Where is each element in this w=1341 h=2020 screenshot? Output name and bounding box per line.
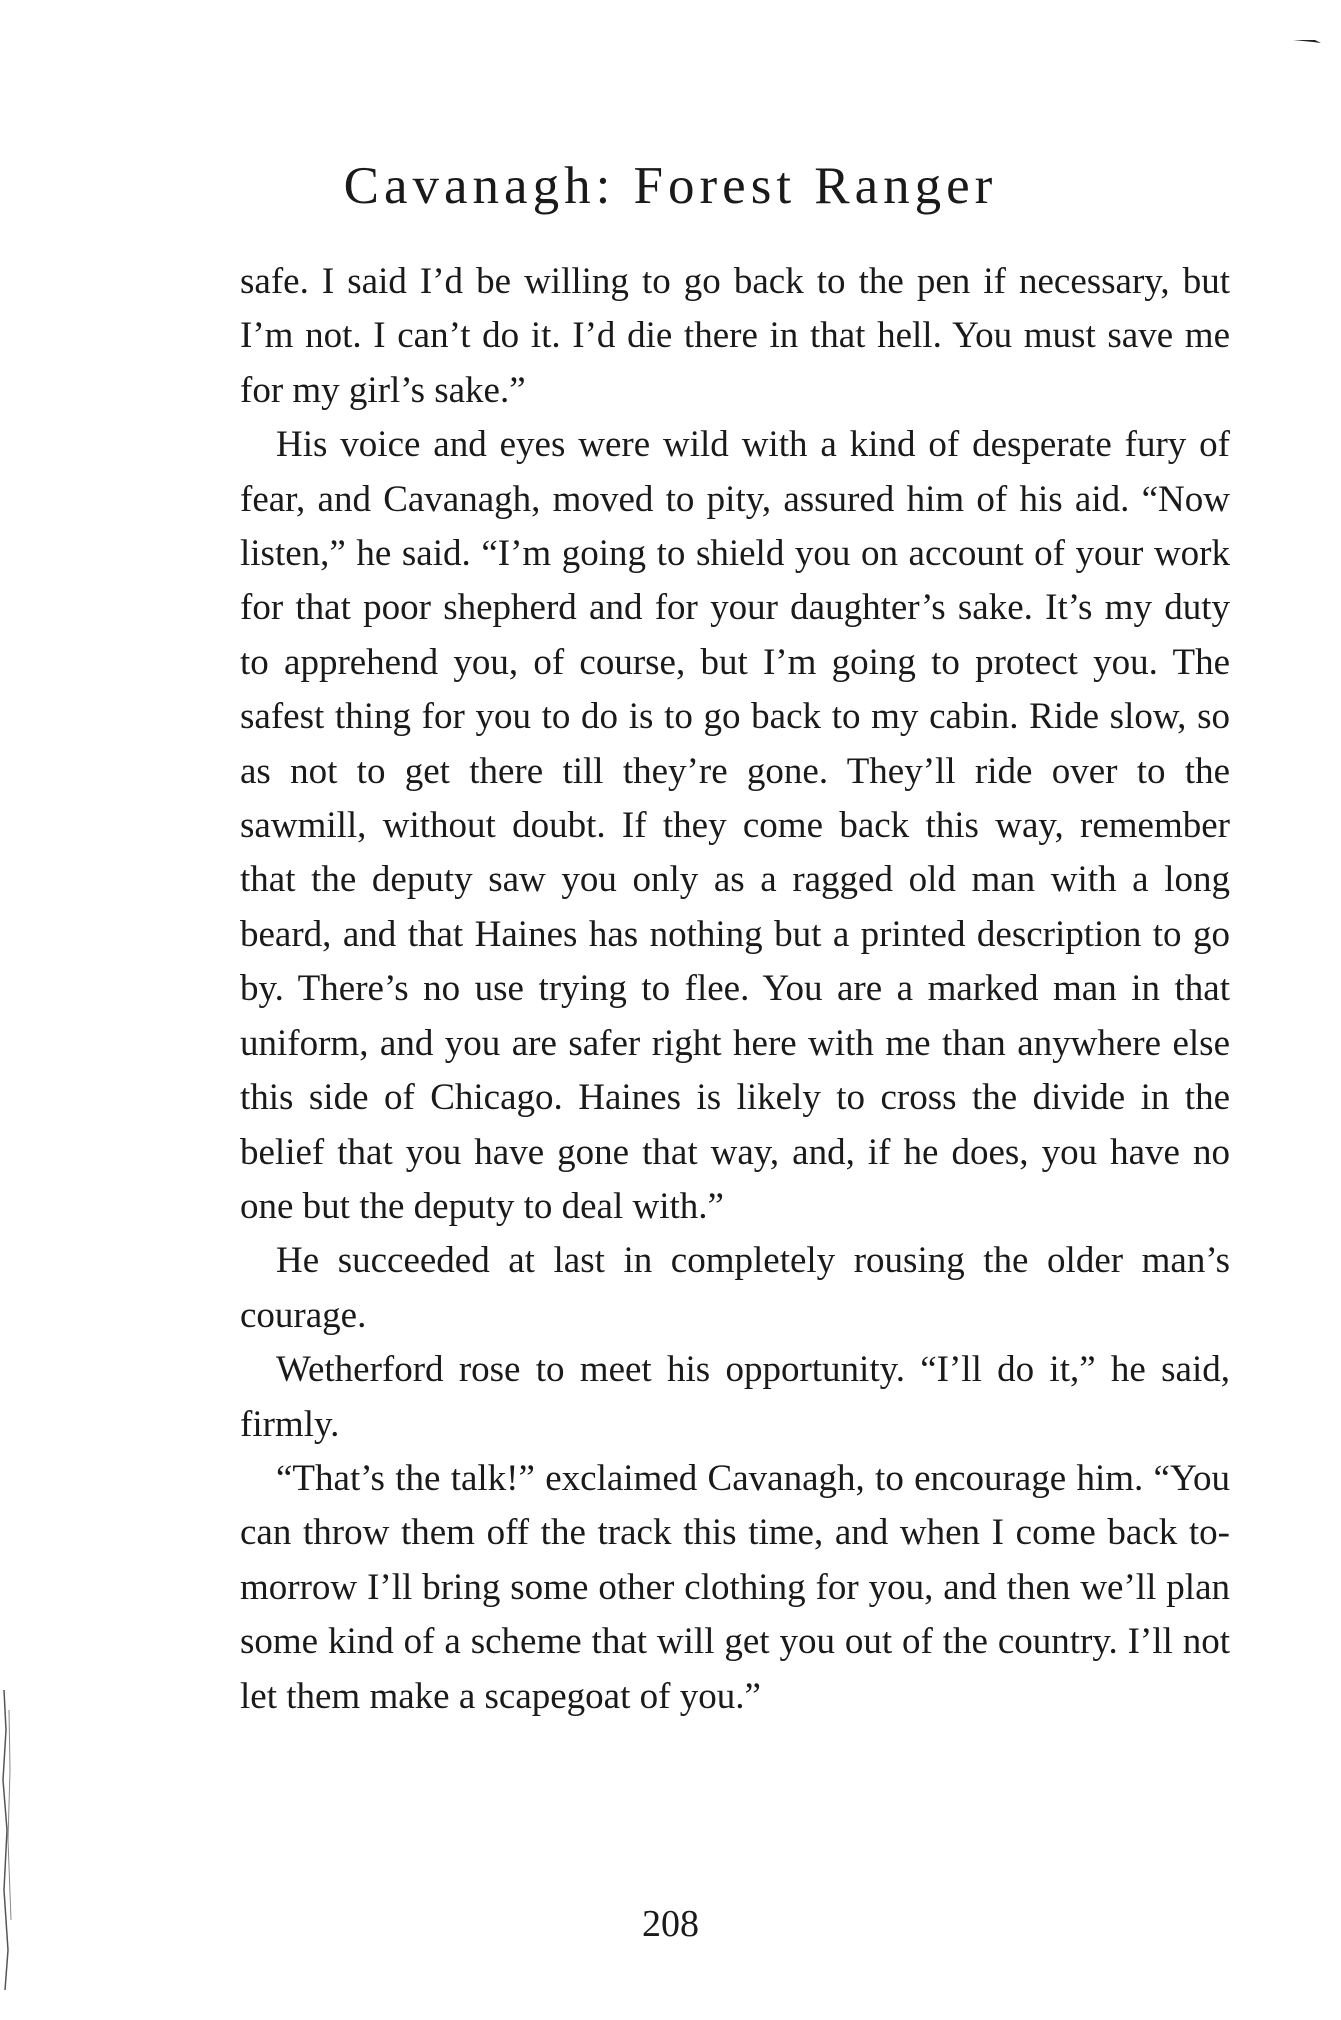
page-corner-mark xyxy=(1293,38,1321,44)
paragraph: “That’s the talk!” exclaimed Cavanagh, to encourage him. “You can throw them off the track this time, and when I come back to-morrow I’ll bring some other clothing for you, and then we’ll plan some kind of a scheme that will get you out of the country. I’ll not let them make a scapegoat of you.” xyxy=(240,1457,1230,1717)
body-text xyxy=(240,255,1230,1724)
paragraph: Wetherford rose to meet his opportunity. “I’ll do it,” he said, firmly. xyxy=(240,1349,1230,1445)
running-head: Cavanagh: Forest Ranger xyxy=(343,157,998,215)
paragraph: His voice and eyes were wild with a kind of desperate fury of fear, and Cavanagh, moved to pity, assured him of his aid. “Now listen,” he said. “I’m going to shield you on account of your work for that poor shepherd and for your daughter’s sake. It’s my duty to apprehend you, of course, but I’m going to protect you. The safest thing for you to do is to go back to my cabin. Ride slow, so as not to get there till they’re gone. They’ll ride over to the sawmill, without doubt. If they come back this way, remember that the deputy saw you only as a ragged old man with a long beard, and that Haines has nothing but a printed description to go by. There’s no use trying to flee. You are a marked man in that uniform, and you are safer right here with me than anywhere else this side of Chicago. Haines is likely to cross the divide in the belief that you have gone that way, and, if he does, you have no one but the deputy to deal with.” xyxy=(240,424,1230,1227)
page-number: 208 xyxy=(642,1903,699,1945)
paragraph-continued: safe. I said I’d be willing to go back to the pen if necessary, but I’m not. I can’t do it. I’d die there in that hell. You must save me for my girl’s sake.” xyxy=(240,261,1230,411)
binding-edge-mark xyxy=(0,1690,14,1990)
paragraph: He succeeded at last in completely rousing the older man’s courage. xyxy=(240,1240,1230,1336)
